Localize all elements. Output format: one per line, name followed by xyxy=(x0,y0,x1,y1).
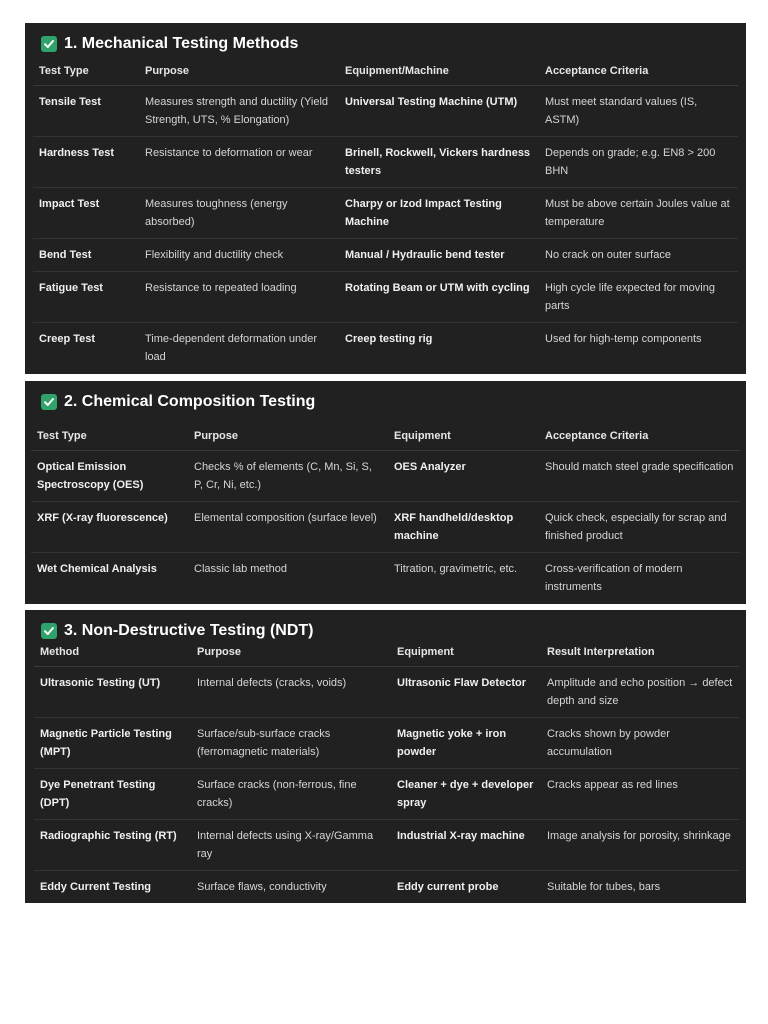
table-cell: No crack on outer surface xyxy=(539,239,738,272)
column-header: Equipment xyxy=(388,428,539,451)
table-cell: Depends on grade; e.g. EN8 > 200 BHN xyxy=(539,137,738,188)
table-row xyxy=(33,272,738,323)
table-cell: Must meet standard values (IS, ASTM) xyxy=(539,86,738,137)
table-cell: Internal defects using X-ray/Gamma ray xyxy=(191,820,391,871)
column-header: Equipment/Machine xyxy=(339,63,539,86)
table-cell: Eddy current probe xyxy=(397,881,499,893)
table-cell: Brinell, Rockwell, Vickers hardness testers xyxy=(339,137,539,188)
check-mark-icon xyxy=(41,394,57,410)
column-header: Acceptance Criteria xyxy=(539,63,738,86)
table-cell: Cross-verification of modern instruments xyxy=(545,563,683,593)
table-row xyxy=(33,239,738,272)
table-cell: Resistance to deformation or wear xyxy=(139,137,339,188)
table-row xyxy=(33,188,738,239)
table-cell: Ultrasonic Flaw Detector xyxy=(391,667,541,718)
table-cell: Surface flaws, conductivity xyxy=(197,881,327,893)
table-cell: Eddy Current Testing xyxy=(40,881,152,893)
table-cell: Wet Chemical Analysis xyxy=(37,563,157,575)
table-cell: Impact Test xyxy=(33,188,139,239)
table-cell: Used for high-temp components xyxy=(545,333,702,345)
column-header: Acceptance Criteria xyxy=(539,428,740,451)
column-header: Test Type xyxy=(31,428,188,451)
column-header: Purpose xyxy=(191,644,391,667)
table-cell: Cracks appear as red lines xyxy=(541,769,739,820)
chemical-composition-section xyxy=(25,381,746,604)
column-header: Test Type xyxy=(33,63,139,86)
chemical-composition-table xyxy=(31,428,740,603)
check-mark-icon xyxy=(41,36,57,52)
table-cell: Checks % of elements (C, Mn, Si, S, P, Cr, Ni, etc.) xyxy=(188,451,388,502)
table-row xyxy=(31,553,740,604)
table-cell: Surface/sub-surface cracks (ferromagnetic materials) xyxy=(191,718,391,769)
section-heading xyxy=(41,35,298,53)
table-cell: Charpy or Izod Impact Testing Machine xyxy=(339,188,539,239)
table-row xyxy=(34,667,739,718)
table-cell: OES Analyzer xyxy=(388,451,539,502)
column-header: Purpose xyxy=(188,428,388,451)
table-row xyxy=(34,718,739,769)
table-cell: Elemental composition (surface level) xyxy=(188,502,388,553)
column-header: Result Interpretation xyxy=(541,644,739,667)
table-cell: Time-dependent deformation under load xyxy=(145,333,318,363)
table-row xyxy=(33,137,738,188)
table-cell: Industrial X-ray machine xyxy=(391,820,541,871)
table-cell: Cracks shown by powder accumulation xyxy=(541,718,739,769)
table-cell: Resistance to repeated loading xyxy=(139,272,339,323)
section-title: 3. Non-Destructive Testing (NDT) xyxy=(64,622,314,639)
section-heading xyxy=(41,393,315,411)
table-cell: Flexibility and ductility check xyxy=(139,239,339,272)
table-cell: Magnetic yoke + iron powder xyxy=(391,718,541,769)
table-cell: Amplitude and echo position → defect depth and size xyxy=(541,667,739,718)
section-heading xyxy=(41,622,314,640)
table-cell: Rotating Beam or UTM with cycling xyxy=(339,272,539,323)
section-title: 1. Mechanical Testing Methods xyxy=(64,35,299,52)
table-cell: Tensile Test xyxy=(33,86,139,137)
table-cell: Manual / Hydraulic bend tester xyxy=(339,239,539,272)
table-cell: Image analysis for porosity, shrinkage xyxy=(541,820,739,871)
table-cell: Cleaner + dye + developer spray xyxy=(391,769,541,820)
check-mark-icon xyxy=(41,623,57,639)
table-cell: Measures toughness (energy absorbed) xyxy=(139,188,339,239)
table-cell: Internal defects (cracks, voids) xyxy=(191,667,391,718)
table-cell: Universal Testing Machine (UTM) xyxy=(339,86,539,137)
mechanical-testing-table xyxy=(33,63,738,373)
table-cell: Hardness Test xyxy=(33,137,139,188)
table-cell: Magnetic Particle Testing (MPT) xyxy=(34,718,191,769)
table-cell: Fatigue Test xyxy=(33,272,139,323)
table-row xyxy=(34,769,739,820)
column-header: Method xyxy=(34,644,191,667)
ndt-table xyxy=(34,644,739,903)
table-cell: Radiographic Testing (RT) xyxy=(34,820,191,871)
table-cell: XRF (X-ray fluorescence) xyxy=(31,502,188,553)
table-cell: Measures strength and ductility (Yield Strength, UTS, % Elongation) xyxy=(139,86,339,137)
table-row xyxy=(33,86,738,137)
table-row xyxy=(31,502,740,553)
column-header: Purpose xyxy=(139,63,339,86)
table-cell: Dye Penetrant Testing (DPT) xyxy=(34,769,191,820)
table-cell: Quick check, especially for scrap and finished product xyxy=(539,502,740,553)
table-cell: Creep testing rig xyxy=(345,333,433,345)
table-cell: Should match steel grade specification xyxy=(539,451,740,502)
table-cell: Titration, gravimetric, etc. xyxy=(394,563,518,575)
section-title: 2. Chemical Composition Testing xyxy=(64,393,316,410)
table-cell: Creep Test xyxy=(39,333,96,345)
table-cell: High cycle life expected for moving parts xyxy=(539,272,738,323)
table-cell: Surface cracks (non-ferrous, fine cracks) xyxy=(191,769,391,820)
table-row xyxy=(34,871,739,904)
table-cell: Bend Test xyxy=(33,239,139,272)
table-cell: Ultrasonic Testing (UT) xyxy=(34,667,191,718)
table-cell: XRF handheld/desktop machine xyxy=(388,502,539,553)
table-cell: Suitable for tubes, bars xyxy=(547,881,661,893)
mechanical-testing-section xyxy=(25,23,746,374)
table-cell: Must be above certain Joules value at temperature xyxy=(539,188,738,239)
table-header-row xyxy=(33,63,738,86)
table-cell: Optical Emission Spectroscopy (OES) xyxy=(31,451,188,502)
table-header-row xyxy=(34,644,739,667)
table-row xyxy=(34,820,739,871)
table-row xyxy=(31,451,740,502)
ndt-section xyxy=(25,610,746,903)
table-row xyxy=(33,323,738,374)
table-header-row xyxy=(31,428,740,451)
table-cell: Classic lab method xyxy=(194,563,287,575)
column-header: Equipment xyxy=(391,644,541,667)
